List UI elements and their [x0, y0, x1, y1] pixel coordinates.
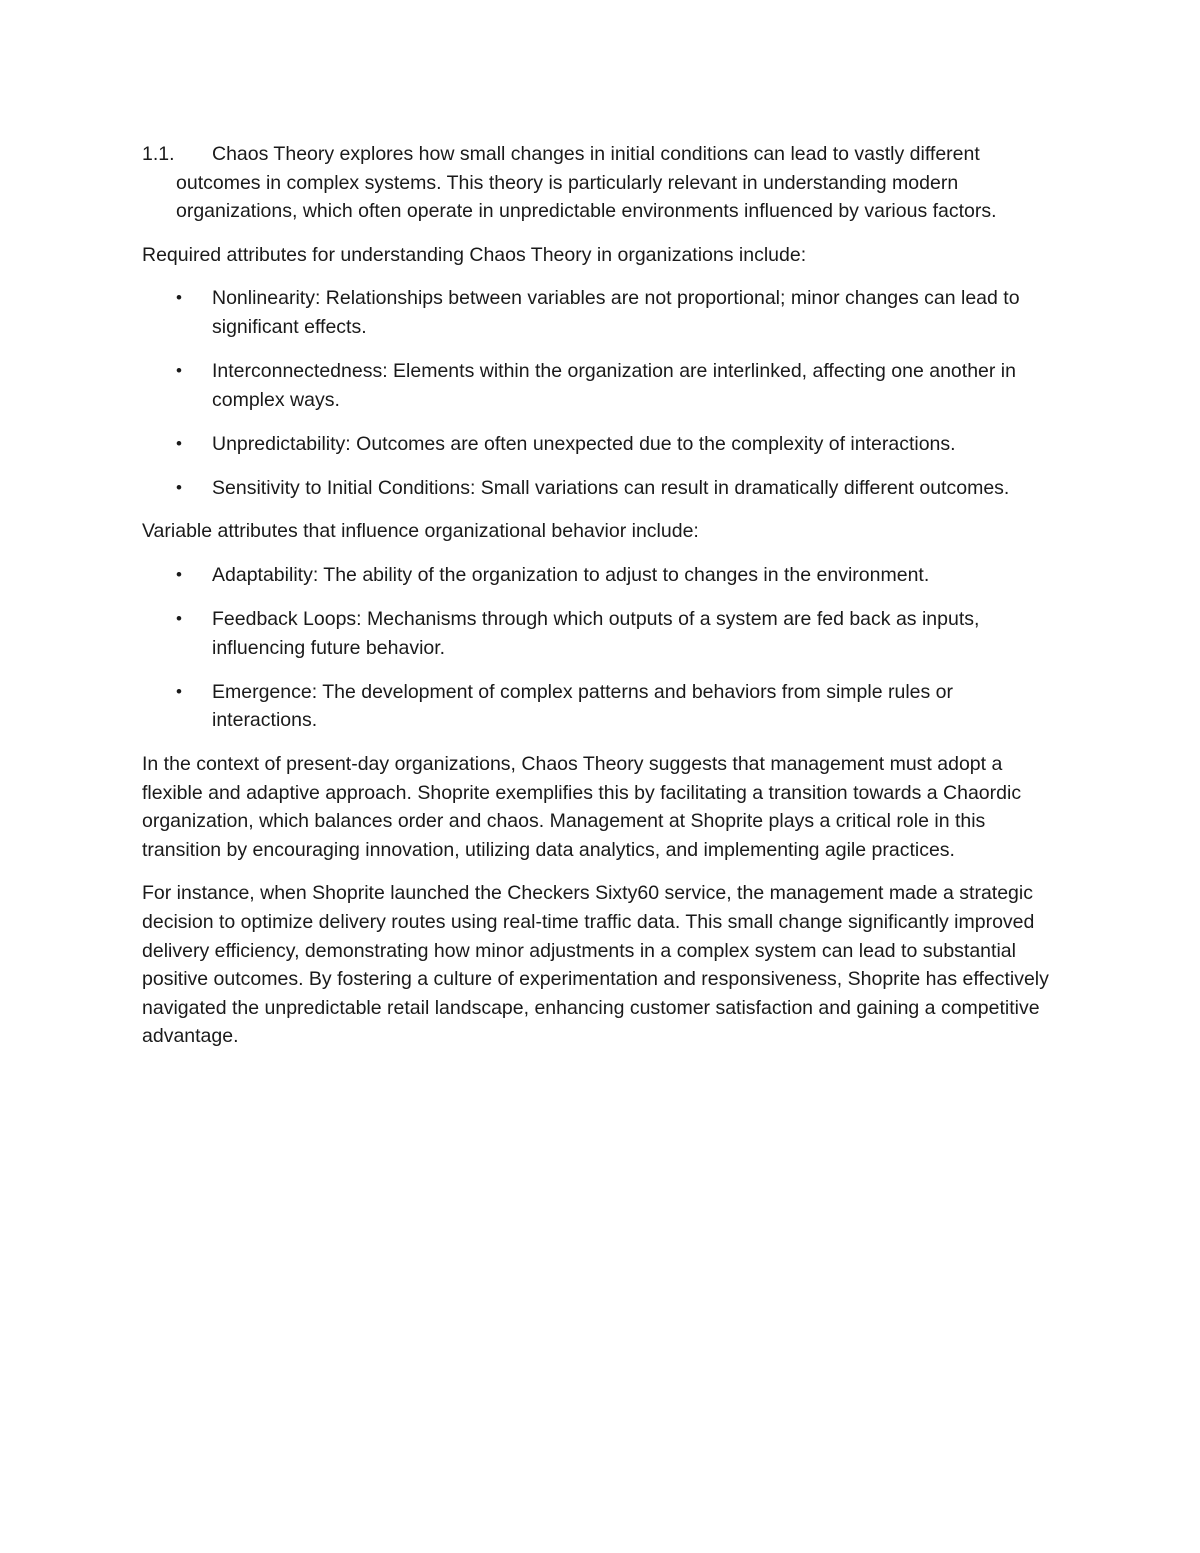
numbered-paragraph — [142, 140, 1062, 226]
instance-paragraph: For instance, when Shoprite launched the Checkers Sixty60 service, the management made a strategic decision to optimize delivery routes using real-time traffic data. This small change significantly improved delivery efficiency, demonstrating how minor adjustments in a complex system can lead to substantial positive outcomes. By fostering a culture of experimentation and responsiveness, Shoprite has effectively navigated the unpredictable retail landscape, enhancing customer satisfaction and gaining a competitive advantage. — [142, 882, 1049, 1048]
list-item-text: Emergence: The development of complex patterns and behaviors from simple rules or interactions. — [212, 680, 954, 732]
list-item — [142, 605, 1062, 662]
bullet-icon: • — [176, 477, 182, 497]
list-item — [142, 357, 1062, 414]
variable-attributes-list — [142, 561, 1062, 735]
list-item — [142, 430, 1062, 459]
required-attributes-heading: Required attributes for understanding Chaos Theory in organizations include: — [142, 243, 807, 266]
paragraph-number: 1.1. — [142, 143, 175, 165]
context-paragraph: In the context of present-day organizations, Chaos Theory suggests that management must adopt a flexible and adaptive approach. Shoprite exemplifies this by facilitating a transition towards a Chaordic organization, which balances order and chaos. Management at Shoprite plays a critical role in this transition by encouraging innovation, utilizing data analytics, and implementing agile practices. — [142, 753, 1022, 861]
bullet-icon: • — [176, 681, 182, 701]
list-item-text: Interconnectedness: Elements within the organization are interlinked, affecting one another in complex ways. — [212, 360, 1016, 411]
bullet-icon: • — [176, 288, 182, 308]
list-item-text: Adaptability: The ability of the organization to adjust to changes in the environment. — [212, 564, 930, 587]
list-item — [142, 561, 1062, 590]
required-attributes-list — [142, 284, 1062, 502]
list-item-text: Nonlinearity: Relationships between variables are not proportional; minor changes can lead to significant effects. — [212, 287, 1020, 338]
list-item — [142, 678, 1062, 735]
list-item — [142, 284, 1062, 341]
bullet-icon: • — [176, 609, 182, 629]
bullet-icon: • — [176, 433, 182, 453]
numbered-paragraph-text: Chaos Theory explores how small changes in initial conditions can lead to vastly different outcomes in complex systems. This theory is particularly relevant in understanding modern organizations, which often operate in unpredictable environments influenced by various factors. — [176, 143, 997, 223]
bullet-icon: • — [176, 565, 182, 585]
list-item-text: Sensitivity to Initial Conditions: Small variations can result in dramatically different outcomes. — [212, 476, 1010, 499]
variable-attributes-heading: Variable attributes that influence organizational behavior include: — [142, 520, 699, 543]
list-item — [142, 474, 1062, 503]
document-page — [142, 140, 1062, 1066]
list-item-text: Feedback Loops: Mechanisms through which outputs of a system are fed back as inputs, influencing future behavior. — [212, 608, 980, 659]
list-item-text: Unpredictability: Outcomes are often unexpected due to the complexity of interactions. — [212, 432, 956, 455]
bullet-icon: • — [176, 361, 182, 381]
